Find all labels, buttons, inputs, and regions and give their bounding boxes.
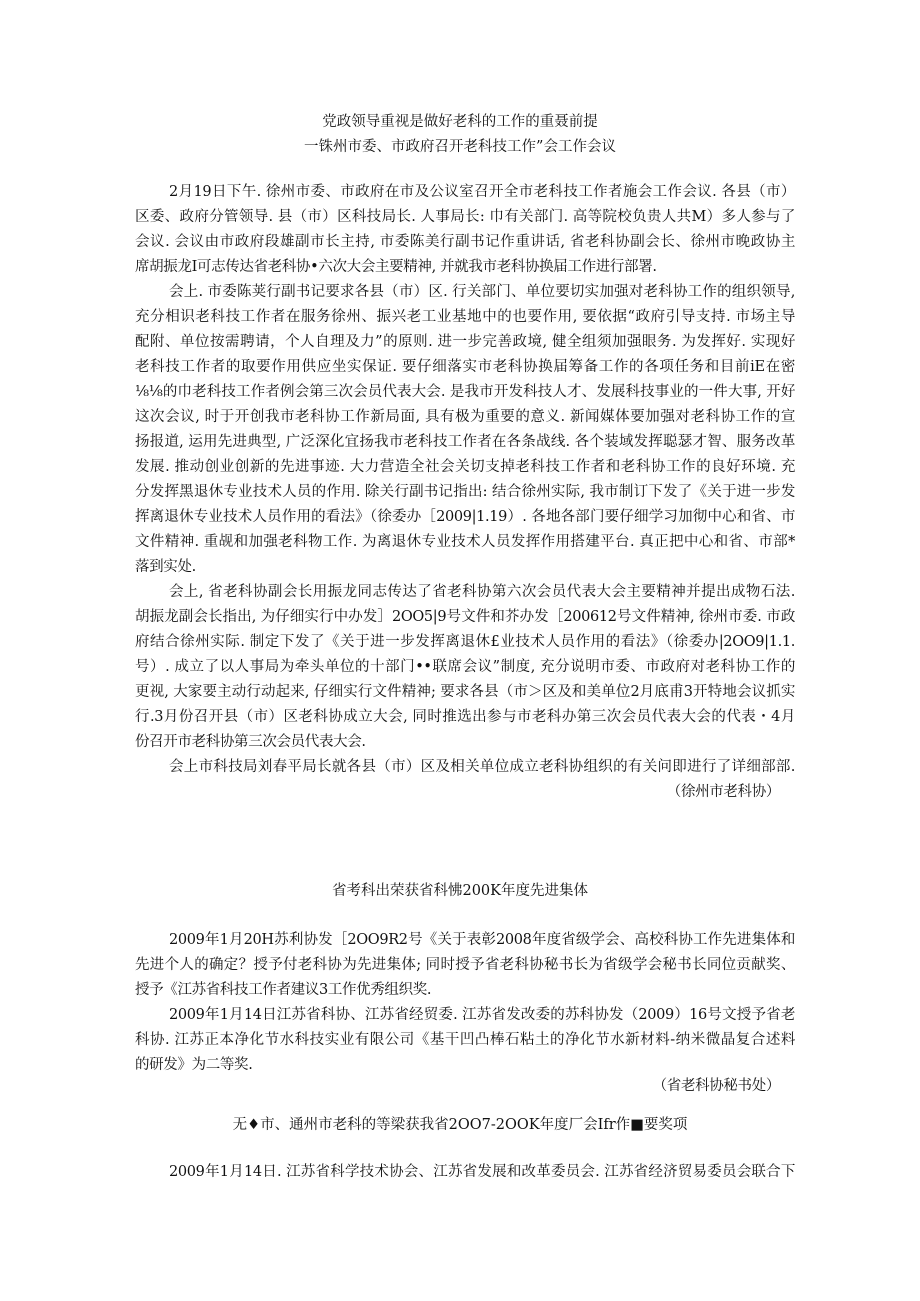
article1-line: 挥离退休专业技术人员作用的看法》（徐委办［2009|1.19）. 各地各部门要仔细学习加彻中心和省、市 — [135, 509, 795, 525]
article3-title: 无♦市、通州市老科的等梁获我省2OO7-2OOK年度厂会Ifr作■要奖项 — [232, 1117, 688, 1133]
article1-line: 号）. 成立了以人事局为牵头单位的十部门••联席会议”制度, 充分说明市委、市政府对老科协工作的 — [135, 659, 795, 675]
article1-line: 会上. 市委陈荚行副书记要求各县（市）区. 行关部门、单位要切实加强对老科协工作的组织领导, — [169, 284, 795, 300]
article2-title: 省考科出荣获省科怫200K年度先进集体 — [331, 883, 588, 899]
article1-line: 落到实处. — [135, 559, 196, 575]
article2-line: 2009年1月14日江苏省科协、江苏省经贸委. 江苏省发改委的苏科协发（2009）16号文授予省老 — [169, 1007, 795, 1023]
article2-line: 授予《江苏省科技工作者建议3工作优秀组织奖. — [135, 982, 432, 998]
article1-line: 份召开市老科协第三次会员代表大会. — [135, 734, 366, 750]
article1-line: 会上市科技局刘春平局长就各县（市）区及相关单位成立老科协组织的有关问即进行了详细部部. — [169, 759, 795, 775]
article2-line: 2009年1月20H苏利协发［2OO9R2号《关于表彰2008年度省级学会、高校科协工作先进集体和 — [169, 932, 795, 948]
article1-line: 文件精神. 重觇和加强老科物工作. 为离退休专业技术人员发挥作用搭建平台. 真正把中心和省、市部* — [135, 534, 795, 550]
article1-source: （徐州市老科协） — [666, 784, 780, 800]
article2-source: （省老科协秘书处） — [652, 1078, 780, 1094]
article1-line: 配附、单位按需聘请，个人自理及力”的原则. 进一步完善政境, 健全组须加强眼务. 为发挥好. 实现好 — [135, 334, 795, 350]
article2-line: 的研发》为二等奖. — [135, 1057, 253, 1073]
article1-line: 分发挥黑退休专业技术人员的作用. 除关行副书记指出: 结合徐州实际, 我市制订下发了《关于进一步发 — [135, 484, 795, 500]
article2-line: 先进个人的确定？授予付老科协为先进集体; 同时授予省老科协秘书长为省级学会秘书长同位贡献奖、 — [135, 957, 795, 973]
article1-line: 胡振龙副会长指出, 为仔细实行中办发］2OO5|9号文件和芥办发［200612号文件精神, 徐州市委. 市政 — [135, 609, 795, 625]
article1-line: 府结合徐州实际. 制定下发了《关于进一步发挥离退休£业技术人员作用的看法》（徐委办|2OO9|1.1. — [135, 634, 795, 650]
article3-line: 2009年1月14日. 江苏省科学技术协会、江苏省发展和改革委员会. 江苏省经济贸易委员会联合下 — [169, 1164, 795, 1180]
article1-title: 党政领导重视是做好老科的工作的重聂前提 — [322, 114, 598, 130]
article1-line: 这次会议, 时于开创我市老科协工作新局面, 具有极为重要的意义. 新闻媒体要加强对老科协工作的宣 — [135, 409, 795, 425]
article1-line: 扬报道, 运用先进典型, 广泛深化宜扬我市老科技工作者在各条战线. 各个装域发挥聪瑟才智、服务改革 — [135, 434, 795, 450]
article1-line: 会上, 省老科协副会长用振龙同志传达了省老科协第六次会员代表大会主要精神并提出成物石法. — [169, 584, 795, 600]
article1-line: 行.3月份召开县（市）区老科协成立大会, 同时推选出参与市老科办第三次会员代表大会的代表・4月 — [135, 709, 795, 725]
article1-line: ⅛⅛的巾老科技工作者例会第三次会员代表大会. 是我市开发科技人才、发展科技事业的一件大事, 开好 — [135, 384, 795, 400]
article1-line: 充分相识老科技工作者在服务徐州、振兴老工业基地中的也要作用, 要依据“政府引导支持. 市场主导 — [135, 309, 795, 325]
article1-line: 席胡振龙I可志传达省老科协•六次大会主要精神, 并就我市老科协换届工作进行部署. — [135, 259, 657, 275]
article2-line: 科协. 江苏正本净化节水科技实业有限公司《基干凹凸棒石粘土的净化节水新材料-纳米微晶复合述料 — [135, 1032, 795, 1048]
article1-line: 老科技工作者的取要作用供应坐实保证. 要仔细落实市老科协换届筹备工作的各项任务和目前iE在密 — [135, 359, 795, 375]
article1-line: 发展. 推动创业创新的先进事迹. 大力营造全社会关切支掉老科技工作者和老科协工作的良好环境. 充 — [135, 459, 795, 475]
article1-line: 2月19日下午. 徐州市委、市政府在市及公议室召开全市老科技工作者施会工作会议. 各县（市） — [169, 184, 795, 200]
article1-subtitle: 一铢州市委、市政府召开老科技工作”会工作会议 — [304, 139, 616, 155]
article1-line: 会议. 会议由市政府段雄副市长主持, 市委陈美行副书记作重讲话, 省老科协副会长、徐州市晚政协主 — [135, 234, 795, 250]
article1-line: 更视, 大家要主动行动起来, 仔细实行文件精神; 要求各县（市＞区及和美单位2月底甫3开特地会议抓实 — [135, 684, 795, 700]
article1-line: 区委、政府分管领导. 县（市）区科技局长. 人事局长: 巾有关部门. 高等院校负贵人共M）多人参与了 — [135, 209, 795, 225]
